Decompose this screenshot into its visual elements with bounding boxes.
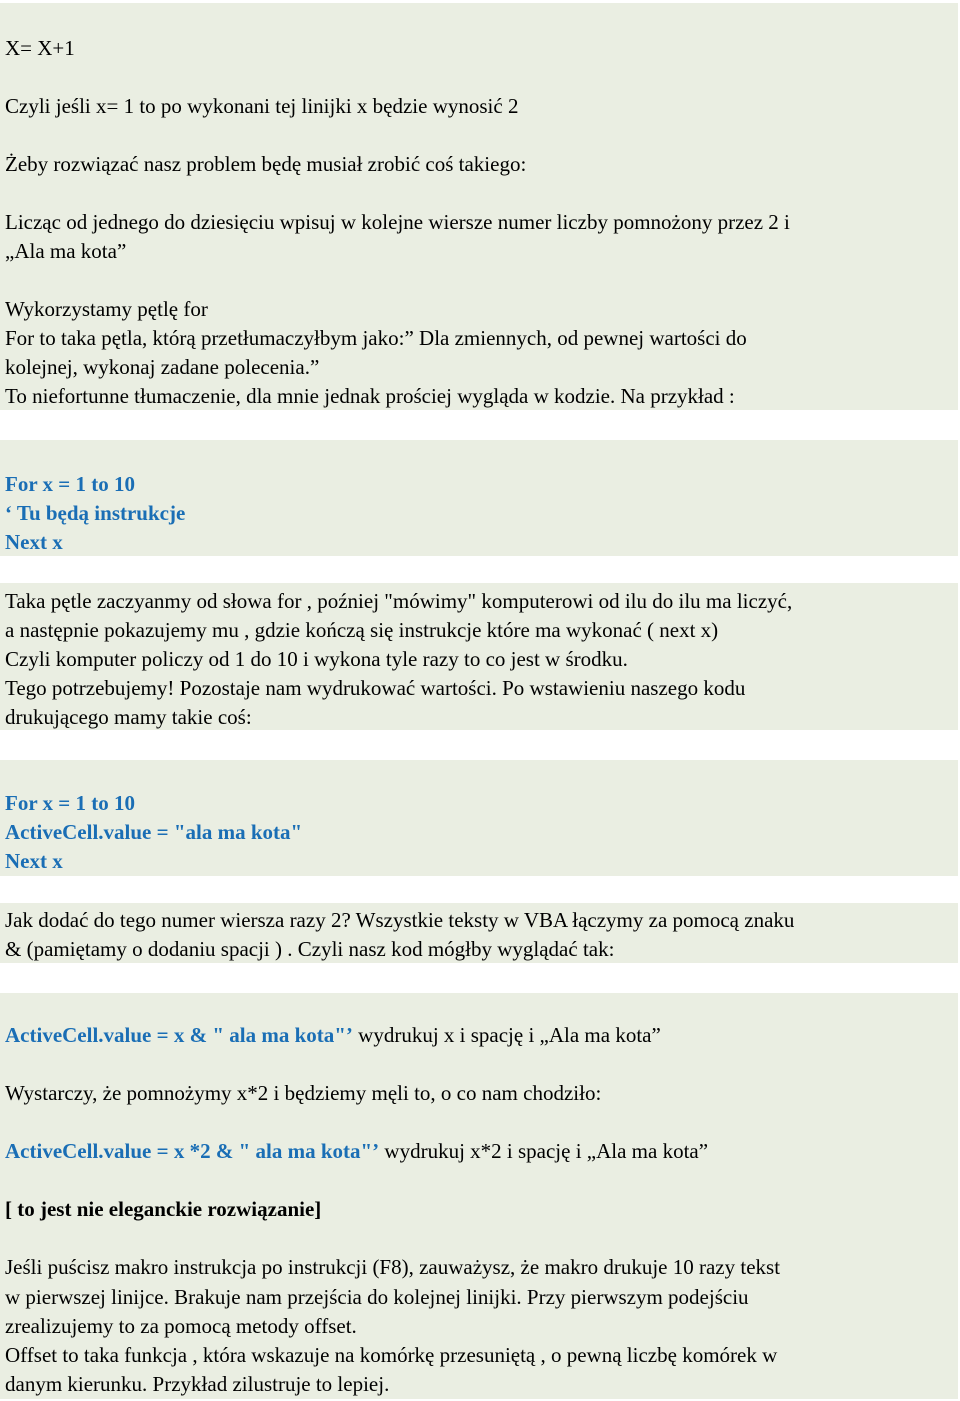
text-line: Wystarczy, że pomnożymy x*2 i będziemy męli to, o co nam chodziło:	[5, 1081, 602, 1105]
code-snippet: ActiveCell.value = x *2 & " ala ma kota"’	[5, 1139, 380, 1163]
note-heading: [ to jest nie eleganckie rozwiązanie]	[5, 1197, 322, 1221]
code-line: For x = 1 to 10	[5, 472, 135, 496]
text-line: To niefortunne tłumaczenie, dla mnie jednak prościej wygląda w kodzie. Na przykład :	[5, 384, 735, 408]
code-line: Next x	[5, 530, 63, 554]
text-line: a następnie pokazujemy mu , gdzie kończą się instrukcje które ma wykonać ( next x)	[5, 618, 719, 642]
text-line: „Ala ma kota”	[5, 239, 127, 263]
code-with-comment-line	[5, 1138, 708, 1164]
code-line: Next x	[5, 849, 63, 873]
text-line: danym kierunku. Przykład zilustruje to lepiej.	[5, 1372, 390, 1396]
text-line: Licząc od jednego do dziesięciu wpisuj w kolejne wiersze numer liczby pomnożony przez 2 i	[5, 210, 790, 234]
code-comment: wydrukuj x i spację i „Ala ma kota”	[352, 1023, 661, 1047]
text-line: For to taka pętla, którą przetłumaczyłbym jako:” Dla zmiennych, od pewnej wartości do	[5, 326, 747, 350]
text-line: Czyli jeśli x= 1 to po wykonani tej linijki x będzie wynosić 2	[5, 94, 519, 118]
code-comment: wydrukuj x*2 i spację i „Ala ma kota”	[379, 1139, 709, 1163]
text-line: drukującego mamy takie coś:	[5, 705, 252, 729]
code-line: ActiveCell.value = "ala ma kota"	[5, 820, 303, 844]
text-line: w pierwszej linijce. Brakuje nam przejścia do kolejnej linijki. Przy pierwszym podejściu	[5, 1285, 749, 1309]
text-line: kolejnej, wykonaj zadane polecenia.”	[5, 355, 320, 379]
text-line: Taka pętle zaczyanmy od słowa for , poźniej "mówimy" komputerowi od ilu do ilu ma liczyć,	[5, 589, 793, 613]
code-comment-line: ‘ Tu będą instrukcje	[5, 501, 186, 525]
text-line: X= X+1	[5, 36, 75, 60]
text-line: Offset to taka funkcja , która wskazuje na komórkę przesuniętą , o pewną liczbę komórek w	[5, 1343, 778, 1367]
text-line: zrealizujemy to za pomocą metody offset.	[5, 1314, 357, 1338]
text-line: Wykorzystamy pętlę for	[5, 297, 208, 321]
text-line: Czyli komputer policzy od 1 do 10 i wykona tyle razy to co jest w środku.	[5, 647, 628, 671]
text-line: Jeśli puścisz makro instrukcja po instrukcji (F8), zauważysz, że makro drukuje 10 razy tekst	[5, 1255, 781, 1279]
code-line: For x = 1 to 10	[5, 791, 135, 815]
code-with-comment-line	[5, 1022, 661, 1048]
text-line: Tego potrzebujemy! Pozostaje nam wydrukować wartości. Po wstawieniu naszego kodu	[5, 676, 746, 700]
code-block-1	[0, 440, 958, 556]
code-block-2	[0, 760, 958, 876]
text-line: Jak dodać do tego numer wiersza razy 2? Wszystkie teksty w VBA łączymy za pomocą znaku	[5, 908, 795, 932]
code-snippet: ActiveCell.value = x & " ala ma kota"’	[5, 1023, 353, 1047]
text-line: & (pamiętamy o dodaniu spacji ) . Czyli nasz kod mógłby wyglądać tak:	[5, 937, 615, 961]
text-line: Żeby rozwiązać nasz problem będę musiał zrobić coś takiego:	[5, 152, 527, 176]
